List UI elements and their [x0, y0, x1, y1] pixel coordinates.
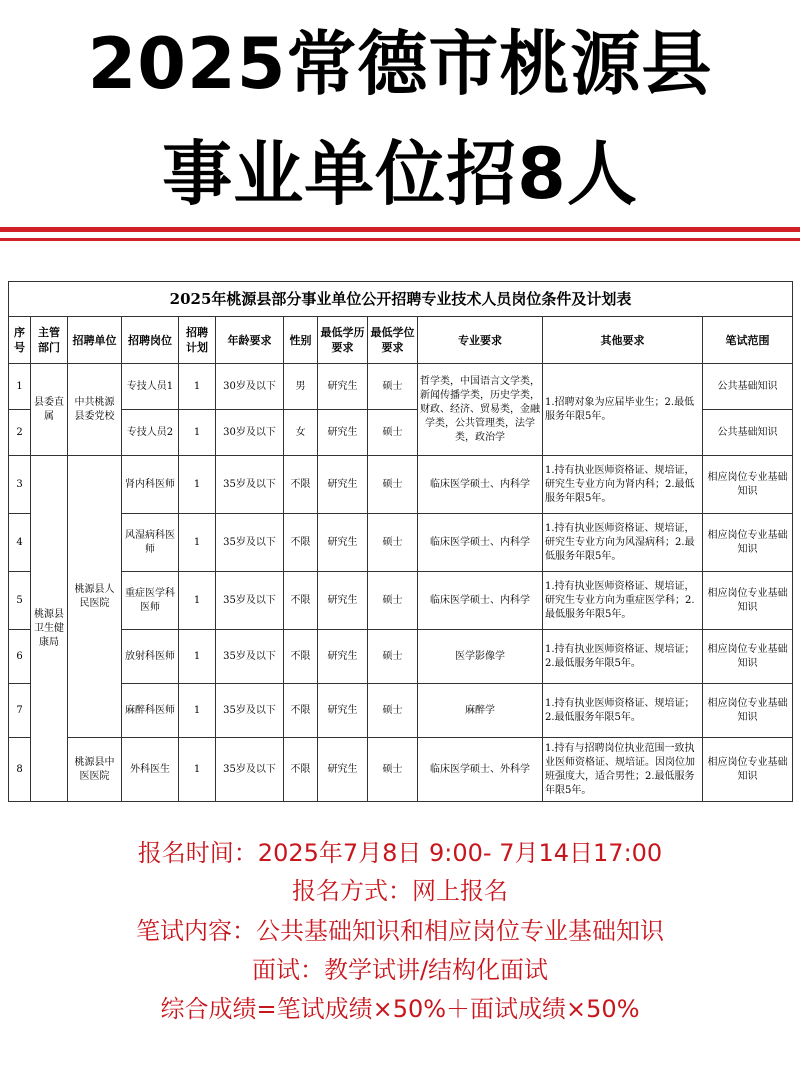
- info-signup-method: 报名方式：网上报名: [292, 877, 508, 905]
- table-header-row: [9, 317, 793, 364]
- table-title: 2025年桃源县部分事业单位公开招聘专业技术人员岗位条件及计划表: [9, 282, 793, 317]
- cell-plan: 1: [179, 456, 216, 514]
- cell-sex: 不限: [284, 684, 318, 738]
- cell-unit: 中共桃源县委党校: [68, 364, 122, 456]
- header-cell: 招聘计划: [179, 317, 216, 364]
- cell-other: 1.招聘对象为应届毕业生；2.最低服务年限5年。: [543, 364, 703, 456]
- info-interview: 面试：教学试讲/结构化面试: [251, 956, 549, 984]
- table-row: [9, 684, 793, 738]
- cell-no: 5: [9, 572, 31, 630]
- cell-age: 30岁及以下: [216, 364, 284, 410]
- cell-unit: 桃源县人民医院: [68, 456, 122, 738]
- cell-plan: 1: [179, 410, 216, 456]
- cell-no: 8: [9, 738, 31, 802]
- header-cell: 最低学历要求: [318, 317, 368, 364]
- cell-other: 1.持有执业医师资格证、规培证；2.最低服务年限5年。: [543, 630, 703, 684]
- header-cell: 性别: [284, 317, 318, 364]
- cell-exam: 相应岗位专业基础知识: [703, 572, 793, 630]
- cell-degree: 硕士: [368, 410, 418, 456]
- cell-age: 35岁及以下: [216, 514, 284, 572]
- cell-degree: 硕士: [368, 738, 418, 802]
- cell-edu: 研究生: [318, 738, 368, 802]
- cell-sex: 男: [284, 364, 318, 410]
- cell-sex: 不限: [284, 514, 318, 572]
- cell-plan: 1: [179, 364, 216, 410]
- cell-other: 1.持有与招聘岗位执业范围一致执业医师资格证、规培证。因岗位加班强度大，适合男性；2.最低服务年限5年。: [543, 738, 703, 802]
- info-score-formula: 综合成绩=笔试成绩×50%＋面试成绩×50%: [160, 995, 640, 1023]
- cell-sex: 不限: [284, 630, 318, 684]
- table-row: [9, 738, 793, 802]
- cell-edu: 研究生: [318, 514, 368, 572]
- cell-age: 35岁及以下: [216, 738, 284, 802]
- cell-age: 35岁及以下: [216, 684, 284, 738]
- cell-sex: 不限: [284, 456, 318, 514]
- cell-edu: 研究生: [318, 456, 368, 514]
- cell-exam: 公共基础知识: [703, 410, 793, 456]
- cell-edu: 研究生: [318, 630, 368, 684]
- cell-no: 2: [9, 410, 31, 456]
- cell-no: 7: [9, 684, 31, 738]
- cell-degree: 硕士: [368, 514, 418, 572]
- header-cell: 其他要求: [543, 317, 703, 364]
- header-cell: 招聘岗位: [122, 317, 179, 364]
- headline-line-1: 2025常德市桃源县: [87, 23, 713, 105]
- cell-plan: 1: [179, 684, 216, 738]
- table-row: [9, 630, 793, 684]
- cell-edu: 研究生: [318, 684, 368, 738]
- cell-no: 1: [9, 364, 31, 410]
- header-cell: 主管部门: [31, 317, 68, 364]
- cell-degree: 硕士: [368, 684, 418, 738]
- cell-post: 重症医学科医师: [122, 572, 179, 630]
- header-cell: 招聘单位: [68, 317, 122, 364]
- cell-plan: 1: [179, 738, 216, 802]
- cell-edu: 研究生: [318, 364, 368, 410]
- cell-no: 4: [9, 514, 31, 572]
- cell-degree: 硕士: [368, 630, 418, 684]
- header-cell: 专业要求: [418, 317, 543, 364]
- cell-plan: 1: [179, 630, 216, 684]
- cell-plan: 1: [179, 572, 216, 630]
- headline-line-2: 事业单位招8人: [162, 133, 638, 215]
- cell-degree: 硕士: [368, 572, 418, 630]
- cell-sex: 不限: [284, 738, 318, 802]
- cell-exam: 公共基础知识: [703, 364, 793, 410]
- cell-dept: 桃源县卫生健康局: [31, 456, 68, 802]
- cell-post: 专技人员2: [122, 410, 179, 456]
- table-row: [9, 364, 793, 410]
- cell-major: 临床医学硕士、外科学: [418, 738, 543, 802]
- cell-plan: 1: [179, 514, 216, 572]
- cell-post: 肾内科医师: [122, 456, 179, 514]
- cell-other: 1.持有执业医师资格证、规培证；2.最低服务年限5年。: [543, 684, 703, 738]
- cell-other: 1.持有执业医师资格证、规培证，研究生专业方向为风湿病科；2.最低服务年限5年。: [543, 514, 703, 572]
- cell-exam: 相应岗位专业基础知识: [703, 514, 793, 572]
- cell-sex: 不限: [284, 572, 318, 630]
- header-cell: 笔试范围: [703, 317, 793, 364]
- recruitment-table: [8, 281, 793, 802]
- cell-post: 放射科医师: [122, 630, 179, 684]
- cell-degree: 硕士: [368, 456, 418, 514]
- cell-sex: 女: [284, 410, 318, 456]
- cell-dept: 县委直属: [31, 364, 68, 456]
- cell-other: 1.持有执业医师资格证、规培证，研究生专业方向为重症医学科；2.最低服务年限5年。: [543, 572, 703, 630]
- cell-post: 外科医生: [122, 738, 179, 802]
- cell-no: 6: [9, 630, 31, 684]
- cell-exam: 相应岗位专业基础知识: [703, 456, 793, 514]
- cell-no: 3: [9, 456, 31, 514]
- cell-exam: 相应岗位专业基础知识: [703, 738, 793, 802]
- cell-major: 临床医学硕士、内科学: [418, 456, 543, 514]
- table-row: [9, 572, 793, 630]
- cell-post: 专技人员1: [122, 364, 179, 410]
- cell-age: 35岁及以下: [216, 572, 284, 630]
- cell-age: 35岁及以下: [216, 456, 284, 514]
- cell-age: 35岁及以下: [216, 630, 284, 684]
- cell-exam: 相应岗位专业基础知识: [703, 630, 793, 684]
- red-divider-thick: [0, 227, 800, 232]
- cell-major: 医学影像学: [418, 630, 543, 684]
- red-divider-thin: [0, 238, 800, 241]
- cell-other: 1.持有执业医师资格证、规培证，研究生专业方向为肾内科；2.最低服务年限5年。: [543, 456, 703, 514]
- cell-post: 麻醉科医师: [122, 684, 179, 738]
- table-row: [9, 456, 793, 514]
- table-row: [9, 514, 793, 572]
- cell-age: 30岁及以下: [216, 410, 284, 456]
- header-cell: 最低学位要求: [368, 317, 418, 364]
- cell-major: 哲学类，中国语言文学类，新闻传播学类，历史学类，财政、经济、贸易类，金融学类，公共管理类，法学类，政治学: [418, 364, 543, 456]
- header-cell: 序号: [9, 317, 31, 364]
- cell-major: 临床医学硕士、内科学: [418, 514, 543, 572]
- info-written-exam: 笔试内容：公共基础知识和相应岗位专业基础知识: [136, 917, 664, 945]
- cell-edu: 研究生: [318, 410, 368, 456]
- cell-major: 临床医学硕士、内科学: [418, 572, 543, 630]
- cell-major: 麻醉学: [418, 684, 543, 738]
- info-signup-time: 报名时间：2025年7月8日 9:00- 7月14日17:00: [137, 839, 663, 867]
- cell-unit: 桃源县中医医院: [68, 738, 122, 802]
- cell-degree: 硕士: [368, 364, 418, 410]
- cell-exam: 相应岗位专业基础知识: [703, 684, 793, 738]
- header-cell: 年龄要求: [216, 317, 284, 364]
- cell-post: 风湿病科医师: [122, 514, 179, 572]
- cell-edu: 研究生: [318, 572, 368, 630]
